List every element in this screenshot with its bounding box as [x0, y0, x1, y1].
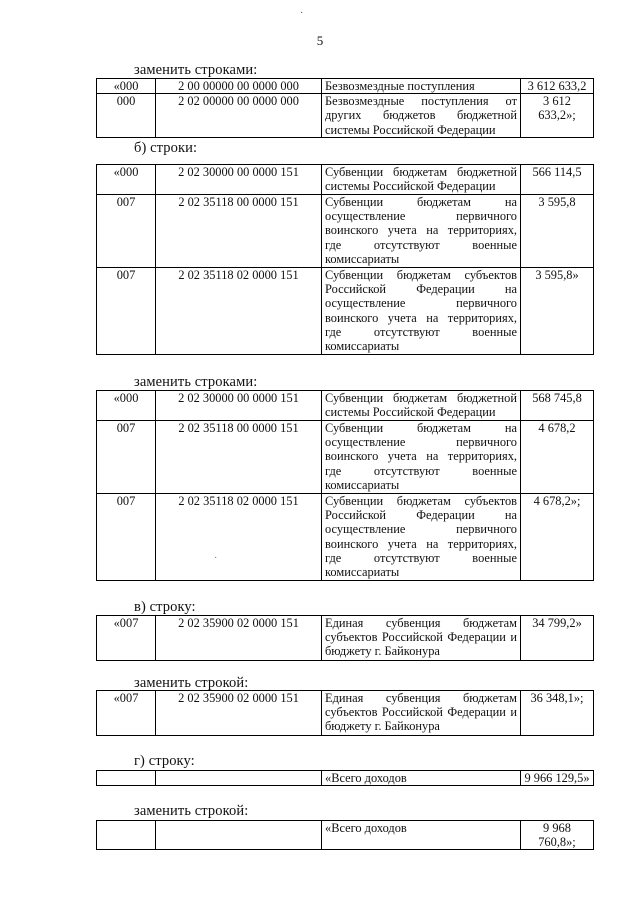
budget-code-cell: 2 02 30000 00 0000 151 — [156, 391, 322, 421]
description-cell: Субвенции бюджетам бюджетной системы Российской Федерации — [322, 165, 521, 195]
description-cell: Субвенции бюджетам на осуществление первичного воинского учета на территориях, где отсутствуют военные комиссариаты — [322, 421, 521, 494]
budget-code-cell — [156, 771, 322, 786]
amount-cell: 9 968 760,8»; — [521, 821, 594, 850]
budget-code-cell: 2 02 35118 00 0000 151 — [156, 195, 322, 268]
description-cell: Единая субвенция бюджетам субъектов Российской Федерации и бюджету г. Байконура — [322, 691, 521, 736]
table-row — [97, 771, 594, 786]
amendment-table — [96, 770, 594, 786]
amendment-table — [96, 164, 594, 355]
amount-cell: 3 595,8 — [521, 195, 594, 268]
code-admin-cell: 007 — [97, 195, 156, 268]
page-number: 5 — [316, 33, 324, 48]
description-cell: Субвенции бюджетам субъектов Российской Федерации на осуществление первичного воинского учета на территориях, где отсутствуют военные комиссариаты — [322, 494, 521, 581]
description-cell: Безвозмездные поступления от других бюджетов бюджетной системы Российской Федерации — [322, 94, 521, 138]
description-cell: Единая субвенция бюджетам субъектов Российской Федерации и бюджету г. Байконура — [322, 616, 521, 661]
budget-code-cell: 2 02 35900 02 0000 151 — [156, 616, 322, 661]
section-heading: б) строки: — [134, 140, 198, 156]
code-admin-cell: 007 — [97, 268, 156, 355]
description-cell: Субвенции бюджетам субъектов Российской Федерации на осуществление первичного воинского учета на территориях, где отсутствуют военные комиссариаты — [322, 268, 521, 355]
description-cell: Безвозмездные поступления — [322, 79, 521, 94]
table-row — [97, 94, 594, 138]
scan-speck: · — [300, 8, 304, 19]
section-heading: г) строку: — [134, 753, 195, 769]
code-admin-cell: «000 — [97, 165, 156, 195]
budget-code-cell: 2 02 35900 02 0000 151 — [156, 691, 322, 736]
amount-cell: 3 612 633,2»; — [521, 94, 594, 138]
table-row — [97, 494, 594, 581]
scan-speck: · — [214, 553, 218, 564]
amendment-table — [96, 390, 594, 581]
code-admin-cell: «007 — [97, 616, 156, 661]
budget-code-cell — [156, 821, 322, 850]
amount-cell: 568 745,8 — [521, 391, 594, 421]
description-cell: «Всего доходов — [322, 821, 521, 850]
amount-cell: 9 966 129,5» — [521, 771, 594, 786]
amendment-table — [96, 78, 594, 138]
amount-cell: 4 678,2 — [521, 421, 594, 494]
table-row — [97, 691, 594, 736]
budget-code-cell: 2 02 30000 00 0000 151 — [156, 165, 322, 195]
table-row — [97, 165, 594, 195]
budget-code-cell: 2 02 00000 00 0000 000 — [156, 94, 322, 138]
amount-cell: 4 678,2»; — [521, 494, 594, 581]
section-heading: заменить строками: — [134, 62, 258, 78]
budget-code-cell: 2 02 35118 00 0000 151 — [156, 421, 322, 494]
amendment-table — [96, 690, 594, 736]
code-admin-cell: 000 — [97, 94, 156, 138]
budget-code-cell: 2 02 35118 02 0000 151 — [156, 494, 322, 581]
code-admin-cell — [97, 821, 156, 850]
table-row — [97, 421, 594, 494]
code-admin-cell: «000 — [97, 391, 156, 421]
amount-cell: 3 612 633,2 — [521, 79, 594, 94]
section-heading: заменить строкой: — [134, 675, 249, 691]
amendment-table — [96, 615, 594, 661]
code-admin-cell: 007 — [97, 494, 156, 581]
description-cell: Субвенции бюджетам на осуществление первичного воинского учета на территориях, где отсутствуют военные комиссариаты — [322, 195, 521, 268]
table-row — [97, 79, 594, 94]
table-row — [97, 616, 594, 661]
amount-cell: 34 799,2» — [521, 616, 594, 661]
table-row — [97, 391, 594, 421]
amount-cell: 36 348,1»; — [521, 691, 594, 736]
table-row — [97, 268, 594, 355]
amendment-table — [96, 820, 594, 850]
code-admin-cell: «007 — [97, 691, 156, 736]
code-admin-cell: «000 — [97, 79, 156, 94]
code-admin-cell — [97, 771, 156, 786]
amount-cell: 566 114,5 — [521, 165, 594, 195]
code-admin-cell: 007 — [97, 421, 156, 494]
description-cell: Субвенции бюджетам бюджетной системы Российской Федерации — [322, 391, 521, 421]
section-heading: заменить строкой: — [134, 803, 249, 819]
table-row — [97, 195, 594, 268]
budget-code-cell: 2 00 00000 00 0000 000 — [156, 79, 322, 94]
table-row — [97, 821, 594, 850]
description-cell: «Всего доходов — [322, 771, 521, 786]
section-heading: в) строку: — [134, 599, 196, 615]
section-heading: заменить строками: — [134, 374, 258, 390]
budget-code-cell: 2 02 35118 02 0000 151 — [156, 268, 322, 355]
amount-cell: 3 595,8» — [521, 268, 594, 355]
